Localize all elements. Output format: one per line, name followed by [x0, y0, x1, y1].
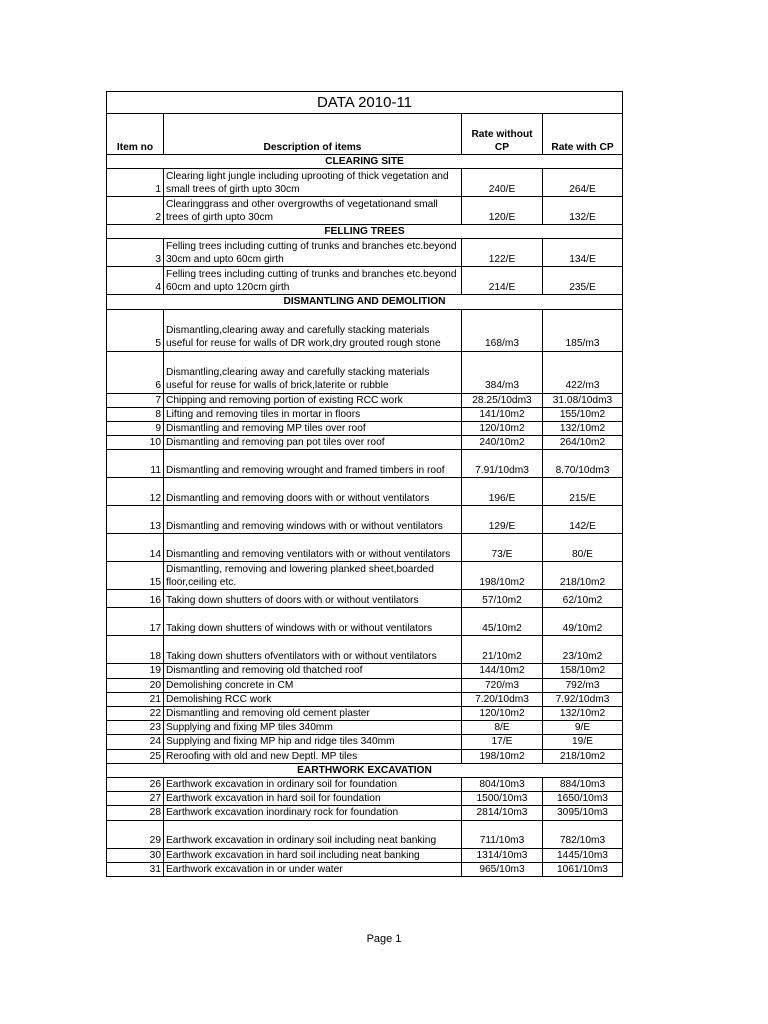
rate-with-cp: 8.70/10dm3 [543, 450, 623, 478]
rate-with-cp: 218/10m2 [543, 562, 623, 590]
rate-with-cp: 1650/10m3 [543, 792, 623, 806]
item-number: 4 [107, 267, 164, 295]
rate-without-cp: 1500/10m3 [462, 792, 543, 806]
item-description: Dismantling,clearing away and carefully stacking materials useful for reuse for walls of DR work,dry grouted rough stone [164, 309, 462, 351]
item-description: Taking down shutters ofventilators with or without ventilators [164, 636, 462, 664]
rate-without-cp: 144/10m2 [462, 664, 543, 678]
rate-with-cp: 3095/10m3 [543, 806, 623, 820]
item-number: 5 [107, 309, 164, 351]
item-description: Taking down shutters of windows with or without ventilators [164, 608, 462, 636]
rate-without-cp: 965/10m3 [462, 862, 543, 876]
rate-with-cp: 132/E [543, 197, 623, 225]
section-row [107, 225, 623, 239]
item-number: 23 [107, 721, 164, 735]
item-description: Dismantling and removing pan pot tiles over roof [164, 436, 462, 450]
item-description: Taking down shutters of doors with or without ventilators [164, 590, 462, 608]
item-number: 3 [107, 239, 164, 267]
table-row [107, 692, 623, 706]
item-description: Dismantling and removing windows with or without ventilators [164, 506, 462, 534]
item-number: 26 [107, 778, 164, 792]
table-row [107, 351, 623, 393]
item-description: Felling trees including cutting of trunks and branches etc.beyond 60cm and upto 120cm girth [164, 267, 462, 295]
table-row [107, 806, 623, 820]
rate-with-cp: 782/10m3 [543, 820, 623, 848]
rate-with-cp: 1061/10m3 [543, 862, 623, 876]
table-row [107, 664, 623, 678]
item-description: Dismantling and removing old thatched roof [164, 664, 462, 678]
rate-with-cp: 884/10m3 [543, 778, 623, 792]
rate-without-cp: 198/10m2 [462, 749, 543, 763]
table-row [107, 721, 623, 735]
item-number: 9 [107, 422, 164, 436]
rate-without-cp: 168/m3 [462, 309, 543, 351]
table-row [107, 562, 623, 590]
item-description: Lifting and removing tiles in mortar in floors [164, 407, 462, 421]
rate-without-cp: 1314/10m3 [462, 848, 543, 862]
rate-without-cp: 28.25/10dm3 [462, 393, 543, 407]
rate-with-cp: 185/m3 [543, 309, 623, 351]
item-description: Dismantling and removing MP tiles over roof [164, 422, 462, 436]
table-row [107, 169, 623, 197]
item-number: 24 [107, 735, 164, 749]
rate-without-cp: 129/E [462, 506, 543, 534]
item-number: 10 [107, 436, 164, 450]
table-row [107, 848, 623, 862]
rate-with-cp: 134/E [543, 239, 623, 267]
item-number: 25 [107, 749, 164, 763]
table-row [107, 393, 623, 407]
item-description: Dismantling and removing doors with or without ventilators [164, 478, 462, 506]
rate-without-cp: 214/E [462, 267, 543, 295]
section-heading: FELLING TREES [107, 225, 623, 239]
spreadsheet [106, 91, 622, 877]
item-description: Earthwork excavation in hard soil including neat banking [164, 848, 462, 862]
title-row [107, 92, 623, 114]
item-number: 29 [107, 820, 164, 848]
table-row [107, 608, 623, 636]
item-number: 31 [107, 862, 164, 876]
header-description: Description of items [164, 114, 462, 155]
table-row [107, 478, 623, 506]
item-number: 27 [107, 792, 164, 806]
item-description: Earthwork excavation in ordinary soil for foundation [164, 778, 462, 792]
item-description: Earthwork excavation in ordinary soil including neat banking [164, 820, 462, 848]
rate-without-cp: 198/10m2 [462, 562, 543, 590]
item-number: 1 [107, 169, 164, 197]
item-description: Supplying and fixing MP tiles 340mm [164, 721, 462, 735]
rate-with-cp: 132/10m2 [543, 422, 623, 436]
rate-without-cp: 17/E [462, 735, 543, 749]
rate-without-cp: 384/m3 [462, 351, 543, 393]
rate-with-cp: 264/E [543, 169, 623, 197]
table-row [107, 636, 623, 664]
item-number: 21 [107, 692, 164, 706]
table-row [107, 778, 623, 792]
item-description: Supplying and fixing MP hip and ridge tiles 340mm [164, 735, 462, 749]
rate-without-cp: 120/E [462, 197, 543, 225]
rate-without-cp: 804/10m3 [462, 778, 543, 792]
header-rate-with-cp: Rate with CP [543, 114, 623, 155]
table-row [107, 749, 623, 763]
rate-without-cp: 57/10m2 [462, 590, 543, 608]
table-row [107, 820, 623, 848]
item-number: 13 [107, 506, 164, 534]
table-row [107, 707, 623, 721]
item-description: Clearinggrass and other overgrowths of vegetationand small trees of girth upto 30cm [164, 197, 462, 225]
rate-with-cp: 155/10m2 [543, 407, 623, 421]
rate-without-cp: 196/E [462, 478, 543, 506]
rate-with-cp: 132/10m2 [543, 707, 623, 721]
rate-with-cp: 19/E [543, 735, 623, 749]
table-row [107, 678, 623, 692]
table-row [107, 534, 623, 562]
item-description: Earthwork excavation inordinary rock for foundation [164, 806, 462, 820]
item-number: 28 [107, 806, 164, 820]
item-description: Dismantling, removing and lowering planked sheet,boarded floor,ceiling etc. [164, 562, 462, 590]
rate-without-cp: 141/10m2 [462, 407, 543, 421]
item-number: 14 [107, 534, 164, 562]
item-number: 19 [107, 664, 164, 678]
rate-without-cp: 7.91/10dm3 [462, 450, 543, 478]
rate-with-cp: 62/10m2 [543, 590, 623, 608]
item-description: Clearing light jungle including uprooting of thick vegetation and small trees of girth upto 30cm [164, 169, 462, 197]
table-row [107, 506, 623, 534]
rate-with-cp: 215/E [543, 478, 623, 506]
item-description: Dismantling,clearing away and carefully stacking materials useful for reuse for walls of brick,laterite or rubble [164, 351, 462, 393]
rate-with-cp: 23/10m2 [543, 636, 623, 664]
table-row [107, 309, 623, 351]
rate-with-cp: 9/E [543, 721, 623, 735]
rate-without-cp: 73/E [462, 534, 543, 562]
item-description: Dismantling and removing wrought and framed timbers in roof [164, 450, 462, 478]
rate-without-cp: 122/E [462, 239, 543, 267]
rate-without-cp: 21/10m2 [462, 636, 543, 664]
rate-with-cp: 49/10m2 [543, 608, 623, 636]
table-row [107, 407, 623, 421]
rate-with-cp: 80/E [543, 534, 623, 562]
rate-with-cp: 158/10m2 [543, 664, 623, 678]
header-rate-without-cp: Rate without CP [462, 114, 543, 155]
item-description: Earthwork excavation in or under water [164, 862, 462, 876]
table-row [107, 422, 623, 436]
table-row [107, 590, 623, 608]
table-row [107, 450, 623, 478]
item-number: 8 [107, 407, 164, 421]
rate-without-cp: 7.20/10dm3 [462, 692, 543, 706]
item-description: Chipping and removing portion of existing RCC work [164, 393, 462, 407]
item-number: 12 [107, 478, 164, 506]
table-row [107, 735, 623, 749]
section-heading: EARTHWORK EXCAVATION [107, 763, 623, 777]
rate-without-cp: 8/E [462, 721, 543, 735]
rate-with-cp: 792/m3 [543, 678, 623, 692]
section-row [107, 763, 623, 777]
item-description: Felling trees including cutting of trunks and branches etc.beyond 30cm and upto 60cm girth [164, 239, 462, 267]
page-number: Page 1 [366, 933, 402, 945]
rate-without-cp: 2814/10m3 [462, 806, 543, 820]
item-number: 6 [107, 351, 164, 393]
item-number: 11 [107, 450, 164, 478]
item-number: 18 [107, 636, 164, 664]
rate-without-cp: 120/10m2 [462, 707, 543, 721]
rate-without-cp: 240/E [462, 169, 543, 197]
table-row [107, 239, 623, 267]
page-title: DATA 2010-11 [107, 92, 623, 114]
rate-with-cp: 218/10m2 [543, 749, 623, 763]
rate-with-cp: 422/m3 [543, 351, 623, 393]
item-number: 16 [107, 590, 164, 608]
rate-with-cp: 264/10m2 [543, 436, 623, 450]
item-description: Dismantling and removing old cement plaster [164, 707, 462, 721]
item-description: Demolishing RCC work [164, 692, 462, 706]
section-row [107, 295, 623, 309]
item-description: Dismantling and removing ventilators with or without ventilators [164, 534, 462, 562]
item-description: Reroofing with old and new Deptl. MP tiles [164, 749, 462, 763]
section-row [107, 155, 623, 169]
rate-without-cp: 711/10m3 [462, 820, 543, 848]
header-row [107, 114, 623, 155]
rate-without-cp: 45/10m2 [462, 608, 543, 636]
item-number: 20 [107, 678, 164, 692]
rate-with-cp: 31.08/10dm3 [543, 393, 623, 407]
section-heading: DISMANTLING AND DEMOLITION [107, 295, 623, 309]
item-number: 2 [107, 197, 164, 225]
table-row [107, 792, 623, 806]
item-number: 15 [107, 562, 164, 590]
table-row [107, 267, 623, 295]
rate-with-cp: 7.92/10dm3 [543, 692, 623, 706]
item-description: Demolishing concrete in CM [164, 678, 462, 692]
item-number: 7 [107, 393, 164, 407]
table-row [107, 197, 623, 225]
rate-with-cp: 235/E [543, 267, 623, 295]
table-row [107, 862, 623, 876]
rate-without-cp: 240/10m2 [462, 436, 543, 450]
section-heading: CLEARING SITE [107, 155, 623, 169]
table-row [107, 436, 623, 450]
rate-with-cp: 142/E [543, 506, 623, 534]
header-item-no: Item no [107, 114, 164, 155]
rates-table [106, 91, 623, 877]
item-description: Earthwork excavation in hard soil for foundation [164, 792, 462, 806]
item-number: 17 [107, 608, 164, 636]
rate-without-cp: 120/10m2 [462, 422, 543, 436]
rate-with-cp: 1445/10m3 [543, 848, 623, 862]
item-number: 30 [107, 848, 164, 862]
item-number: 22 [107, 707, 164, 721]
rate-without-cp: 720/m3 [462, 678, 543, 692]
